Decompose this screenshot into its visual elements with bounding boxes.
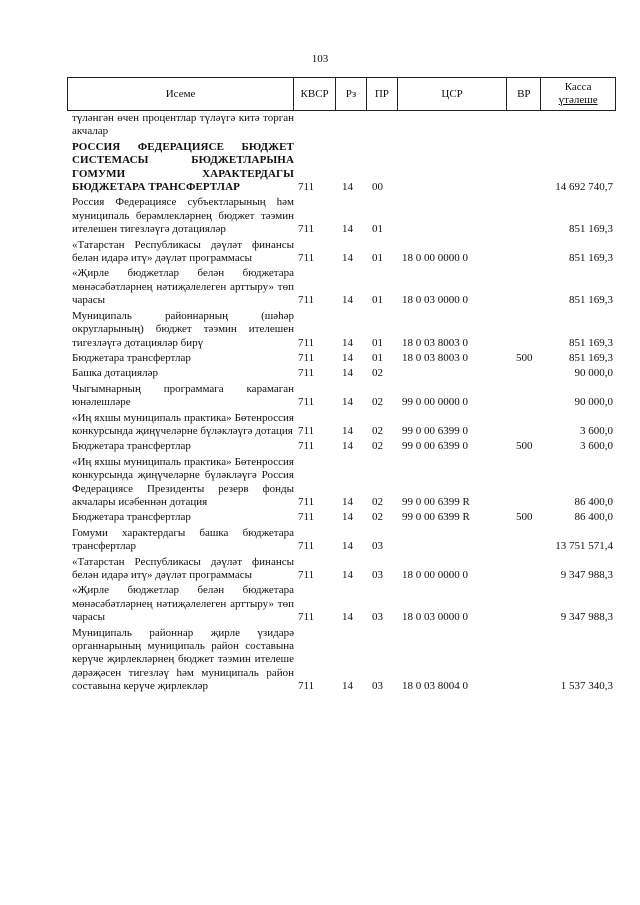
- header-name: Исеме: [68, 78, 294, 110]
- row-name: «Татарстан Республикасы дәүләт финансы белән идарә итү» дәүләт программасы: [72, 238, 294, 265]
- page-number: 103: [311, 53, 329, 65]
- row-kassa: 1 537 340,3: [560, 680, 613, 693]
- row-kassa: 86 400,0: [574, 511, 613, 524]
- row-kvsr: 711: [298, 440, 315, 453]
- row-kassa: 13 751 571,4: [555, 540, 613, 553]
- row-pr: 03: [372, 569, 383, 581]
- row-rz: 14: [342, 680, 353, 693]
- row-pr: 01: [372, 223, 383, 236]
- table-row: [67, 141, 616, 195]
- row-kvsr: 711: [298, 511, 315, 524]
- row-pr: 01: [372, 336, 383, 349]
- row-name: Муниципаль районнар җирле үзидарә органнарының муниципаль район составына керүче җирлекләрнең бюджет тәэмин ителеше дәрәҗәсен тигезләү һәм муниципаль район составына керүче җирлекләр: [72, 626, 294, 693]
- row-rz: 14: [342, 181, 353, 194]
- row-kvsr: 711: [298, 611, 315, 624]
- row-pr: 03: [372, 611, 383, 624]
- table-row: [67, 367, 616, 380]
- row-name: Бюджетара трансфертлар: [72, 440, 191, 453]
- row-rz: 14: [342, 351, 353, 364]
- table-row: [67, 352, 616, 365]
- row-name: Чыгымнарның программага карамаган юнәлешләре: [72, 382, 294, 409]
- table-row: [67, 112, 616, 139]
- row-name: Россия Федерациясе субъектларының һәм муниципаль берәмлекләрнең бюджет тәэмин ителешен тигезләүгә дотацияләр: [72, 196, 294, 236]
- table-row: [67, 556, 616, 583]
- row-kvsr: 711: [298, 367, 315, 380]
- row-rz: 14: [342, 424, 353, 437]
- row-rz: 14: [342, 223, 353, 236]
- row-kassa: 851 169,3: [569, 351, 613, 364]
- row-rz: 14: [342, 611, 353, 624]
- row-kassa: 851 169,3: [569, 294, 613, 307]
- row-pr: 01: [372, 252, 383, 265]
- row-kvsr: 711: [298, 424, 315, 437]
- table-body: [67, 112, 616, 696]
- row-name: «Татарстан Республикасы дәүләт финансы белән идарә итү» дәүләт программасы: [72, 555, 294, 581]
- table-row: [67, 456, 616, 510]
- header-kassa: [541, 78, 615, 110]
- row-rz: 14: [342, 540, 353, 553]
- row-csr: 99 0 00 6399 0: [402, 424, 468, 437]
- table-row: [67, 383, 616, 410]
- row-pr: 03: [372, 680, 383, 693]
- row-name: Муниципаль районнарның (шәһәр округларының) бюджет тәэмин ителешен тигезләүгә дотацияләр бирү: [72, 309, 294, 349]
- row-rz: 14: [342, 440, 353, 453]
- row-kvsr: 711: [298, 181, 315, 194]
- row-kvsr: 711: [298, 569, 315, 581]
- row-csr: 18 0 03 8003 0: [402, 336, 468, 349]
- header-rz: Рз: [336, 78, 367, 110]
- row-pr: 01: [372, 294, 383, 307]
- row-name: Бюджетара трансфертлар: [72, 351, 191, 364]
- row-kassa: 90 000,0: [574, 396, 613, 409]
- header-vr: ВР: [507, 78, 541, 110]
- table-row: [67, 196, 616, 236]
- row-kassa: 9 347 988,3: [560, 611, 613, 624]
- row-kvsr: 711: [298, 680, 315, 693]
- table-row: [67, 440, 616, 453]
- row-kvsr: 711: [298, 540, 315, 553]
- row-pr: 02: [372, 396, 383, 409]
- header-pr: ПР: [367, 78, 398, 110]
- row-kassa: 90 000,0: [574, 367, 613, 380]
- row-name: «Җирле бюджетлар белән бюджетара мөнәсәбәтләрнең нәтиҗәлелеген арттыру» төп чарасы: [72, 584, 294, 624]
- row-csr: 99 0 00 6399 0: [402, 440, 468, 453]
- row-kvsr: 711: [298, 396, 315, 409]
- row-rz: 14: [342, 511, 353, 524]
- header-kassa-line2: үтәлеше: [558, 94, 598, 106]
- row-kassa: 3 600,0: [580, 440, 613, 453]
- row-gap: [67, 694, 616, 696]
- row-pr: 02: [372, 511, 383, 524]
- row-rz: 14: [342, 252, 353, 265]
- row-vr: 500: [516, 511, 533, 524]
- row-csr: 99 0 00 6399 R: [402, 511, 470, 524]
- table-row: [67, 584, 616, 624]
- row-pr: 02: [372, 367, 383, 380]
- row-pr: 02: [372, 424, 383, 437]
- row-pr: 01: [372, 351, 383, 364]
- row-name: «Иң яхшы муниципаль практика» Бөтенроссия конкурсында җиңүчеләрне бүләкләүгә дотация: [72, 411, 294, 437]
- row-name: Гомуми характердагы башка бюджетара трансфертлар: [72, 526, 294, 553]
- table-row: [67, 627, 616, 694]
- row-kvsr: 711: [298, 336, 315, 349]
- row-vr: 500: [516, 440, 533, 453]
- row-kassa: 851 169,3: [569, 223, 613, 236]
- row-csr: 99 0 00 0000 0: [402, 396, 468, 409]
- row-pr: 00: [372, 181, 383, 194]
- row-pr: 03: [372, 540, 383, 553]
- row-csr: 18 0 00 0000 0: [402, 569, 468, 581]
- row-csr: 18 0 03 8003 0: [402, 351, 468, 364]
- row-name: түләнгән өчен процентлар түләүгә китә торган акчалар: [72, 112, 294, 138]
- row-kvsr: 711: [298, 252, 315, 265]
- row-csr: 18 0 00 0000 0: [402, 252, 468, 265]
- row-rz: 14: [342, 336, 353, 349]
- row-kassa: 3 600,0: [580, 424, 613, 437]
- row-kassa: 14 692 740,7: [555, 181, 613, 194]
- row-vr: 500: [516, 351, 533, 364]
- table-row: [67, 511, 616, 524]
- row-rz: 14: [342, 396, 353, 409]
- row-rz: 14: [342, 495, 353, 508]
- row-kassa: 86 400,0: [574, 495, 613, 508]
- table-row: [67, 527, 616, 554]
- table-row: [67, 239, 616, 266]
- row-rz: 14: [342, 569, 353, 581]
- row-csr: 99 0 00 6399 R: [402, 495, 470, 508]
- header-csr: ЦСР: [398, 78, 508, 110]
- row-kvsr: 711: [298, 294, 315, 307]
- row-rz: 14: [342, 294, 353, 307]
- header-kassa-line1: Касса: [564, 81, 592, 93]
- row-kvsr: 711: [298, 495, 315, 508]
- table-row: [67, 310, 616, 350]
- row-kassa: 9 347 988,3: [560, 569, 613, 581]
- row-kvsr: 711: [298, 223, 315, 236]
- row-name: Бюджетара трансфертлар: [72, 511, 191, 524]
- table-row: [67, 267, 616, 307]
- row-csr: 18 0 03 0000 0: [402, 294, 468, 307]
- row-kassa: 851 169,3: [569, 336, 613, 349]
- row-csr: 18 0 03 8004 0: [402, 680, 468, 693]
- row-kassa: 851 169,3: [569, 252, 613, 265]
- row-rz: 14: [342, 367, 353, 380]
- row-pr: 02: [372, 495, 383, 508]
- row-name: Башка дотацияләр: [72, 367, 158, 380]
- row-csr: 18 0 03 0000 0: [402, 611, 468, 624]
- row-name: РОССИЯ ФЕДЕРАЦИЯСЕ БЮДЖЕТ СИСТЕМАСЫ БЮДЖЕТЛАРЫНА ГОМУМИ ХАРАКТЕРДАГЫ БЮДЖЕТАРА ТРАНСФЕРТЛАР: [72, 140, 294, 194]
- table-header: [67, 77, 616, 111]
- row-name: «Җирле бюджетлар белән бюджетара мөнәсәбәтләрнең нәтиҗәлелеген арттыру» төп чарасы: [72, 267, 294, 307]
- header-kvsr: КВСР: [294, 78, 336, 110]
- row-kvsr: 711: [298, 351, 315, 364]
- row-pr: 02: [372, 440, 383, 453]
- row-name: «Иң яхшы муниципаль практика» Бөтенроссия конкурсында җиңүчеләрне бүләкләүгә Россия Федерациясе Президенты резерв фонды акчалары исәбеннән дотация: [72, 455, 294, 508]
- table-row: [67, 412, 616, 439]
